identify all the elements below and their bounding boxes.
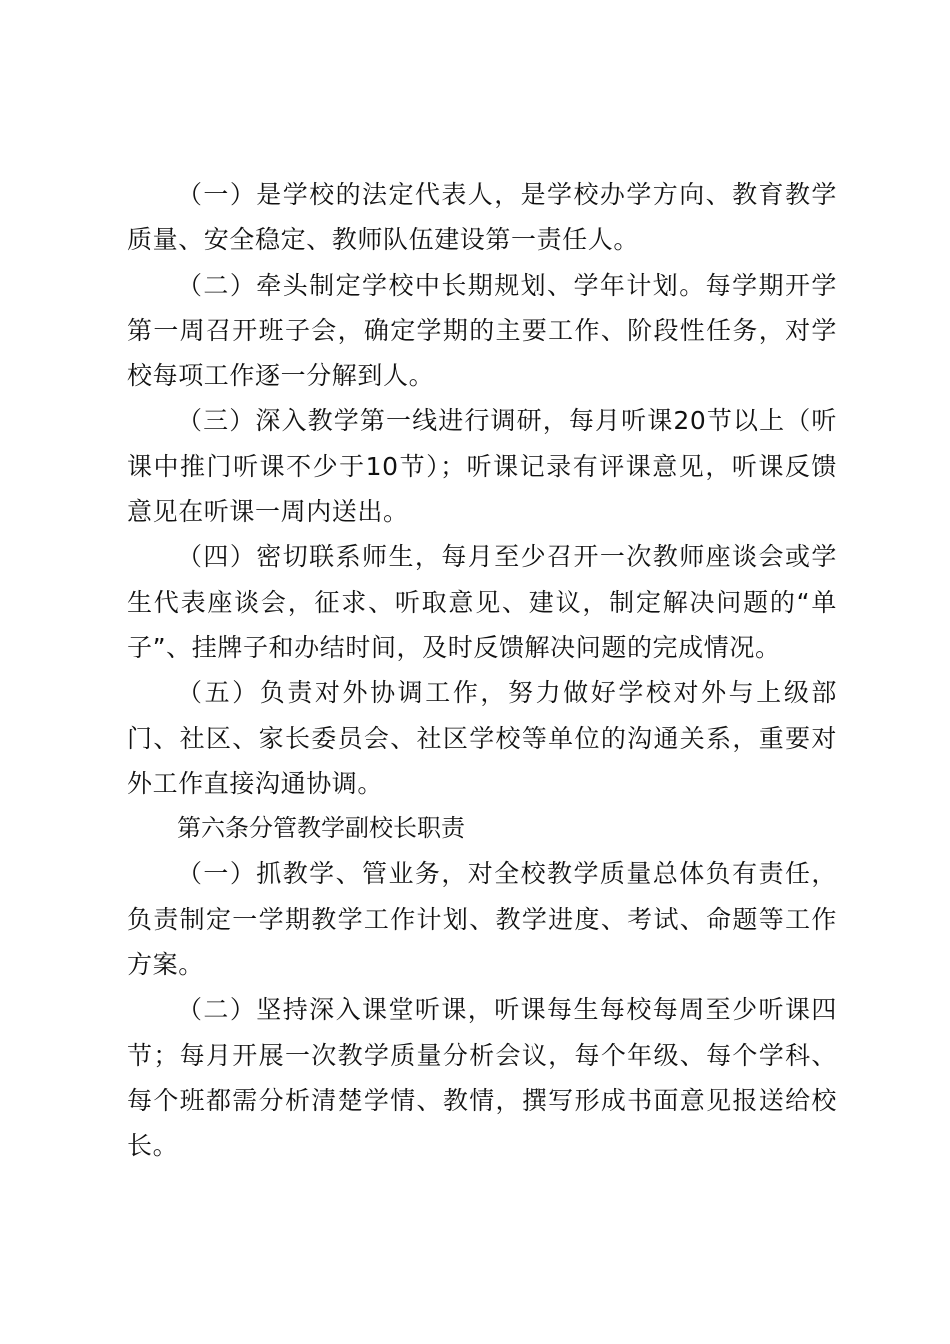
paragraph-vice-principal-1: （一）抓教学、管业务，对全校教学质量总体负有责任，负责制定一学期教学工作计划、教学进度、考试、命题等工作方案。 [127,859,837,980]
paragraph-principal-2: （二）牵头制定学校中长期规划、学年计划。每学期开学第一周召开班子会，确定学期的主要工作、阶段性任务，对学校每项工作逐一分解到人。 [127,270,837,391]
paragraph-principal-3: （三）深入教学第一线进行调研，每月听课20节以上（听课中推门听课不少于10节）；听课记录有评课意见，听课反馈意见在听课一周内送出。 [127,406,837,527]
paragraph-principal-4: （四）密切联系师生，每月至少召开一次教师座谈会或学生代表座谈会，征求、听取意见、建议，制定解决问题的“单子”、挂牌子和办结时间，及时反馈解决问题的完成情况。 [127,542,837,662]
document-body [127,172,837,1169]
paragraph-principal-1: （一）是学校的法定代表人，是学校办学方向、教育教学质量、安全稳定、教师队伍建设第一责任人。 [127,180,837,255]
paragraph-vice-principal-2: （二）坚持深入课堂听课，听课每生每校每周至少听课四节；每月开展一次教学质量分析会议，每个年级、每个学科、每个班都需分析清楚学情、教情，撰写形成书面意见报送给校长。 [127,995,837,1161]
paragraph-principal-5: （五）负责对外协调工作，努力做好学校对外与上级部门、社区、家长委员会、社区学校等单位的沟通关系，重要对外工作直接沟通协调。 [127,678,837,798]
section-heading: 第六条分管教学副校长职责 [177,814,465,843]
